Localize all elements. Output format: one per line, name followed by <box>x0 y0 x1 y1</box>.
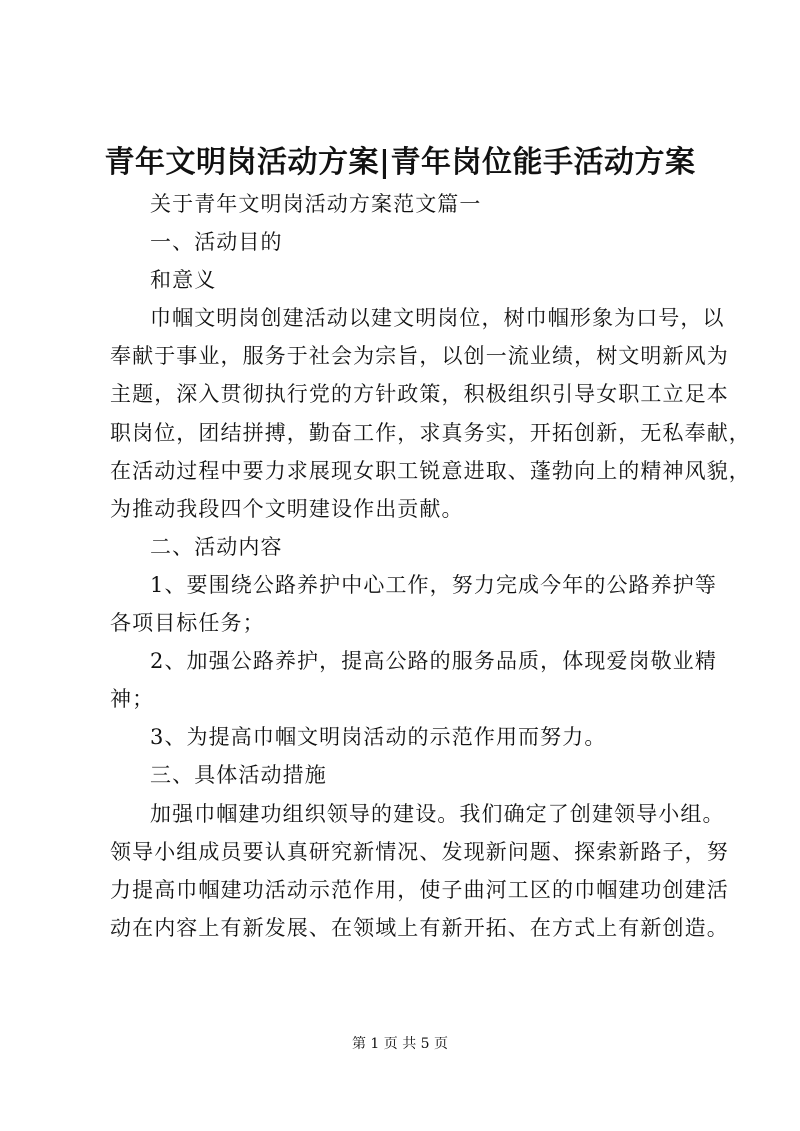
page-number-footer: 第 1 页 共 5 页 <box>351 1036 449 1052</box>
list-item: 3、为提高巾帼文明岗活动的示范作用而努力。 <box>150 725 607 750</box>
section-heading: 二、活动内容 <box>150 534 283 559</box>
section-heading: 一、活动目的 <box>150 230 283 255</box>
body-line: 巾帼文明岗创建活动以建文明岗位，树巾帼形象为口号，以 <box>150 306 725 331</box>
body-line: 关于青年文明岗活动方案范文篇一 <box>150 192 482 216</box>
body-line: 为推动我段四个文明建设作出贡献。 <box>110 496 464 521</box>
body-line: 主题，深入贯彻执行党的方针政策，积极组织引导女职工立足本 <box>110 382 729 407</box>
body-line: 力提高巾帼建功活动示范作用，使子曲河工区的巾帼建功创建活 <box>110 877 729 902</box>
body-line: 奉献于事业，服务于社会为宗旨，以创一流业绩，树文明新风为 <box>110 344 729 369</box>
body-line: 职岗位，团结拼搏，勤奋工作，求真务实，开拓创新，无私奉献， <box>110 420 751 445</box>
section-heading: 三、具体活动措施 <box>150 763 327 788</box>
body-line: 神； <box>110 687 155 712</box>
body-line: 加强巾帼建功组织领导的建设。我们确定了创建领导小组。 <box>150 801 725 826</box>
body-line: 动在内容上有新发展、在领域上有新开拓、在方式上有新创造。 <box>110 915 729 940</box>
body-line: 在活动过程中要力求展现女职工锐意进取、蓬勃向上的精神风貌， <box>110 458 751 483</box>
list-item: 1、要围绕公路养护中心工作，努力完成今年的公路养护等 <box>150 572 717 597</box>
body-line: 和意义 <box>150 268 217 293</box>
body-line: 领导小组成员要认真研究新情况、发现新问题、探索新路子，努 <box>110 839 729 864</box>
document-title: 青年文明岗活动方案|青年岗位能手活动方案 <box>104 145 696 180</box>
list-item: 2、加强公路养护，提高公路的服务品质，体现爱岗敬业精 <box>150 649 717 674</box>
body-line: 各项目标任务； <box>110 611 265 636</box>
document-body <box>110 185 751 947</box>
